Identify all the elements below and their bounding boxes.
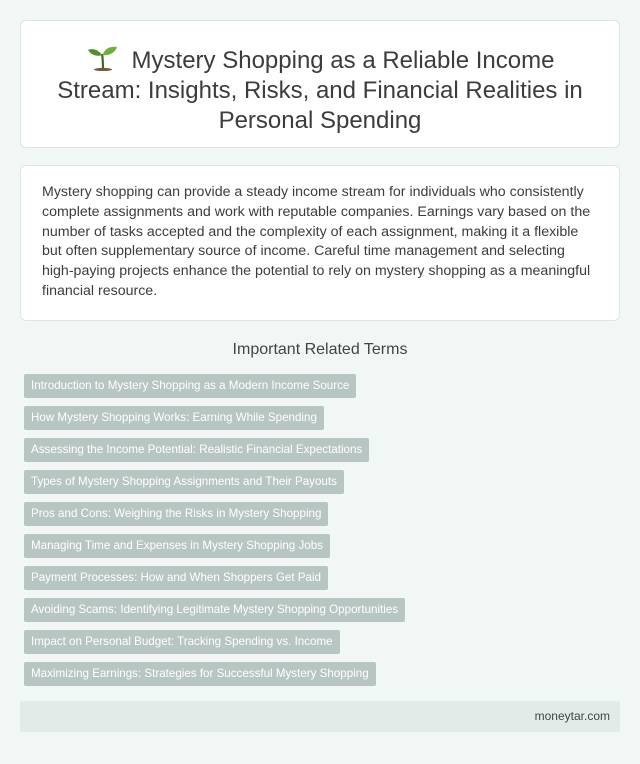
page-title-text: Mystery Shopping as a Reliable Income Stream: Insights, Risks, and Financial Realities in Personal Spending [57, 47, 583, 134]
related-term-tag[interactable]: Impact on Personal Budget: Tracking Spending vs. Income [24, 630, 340, 654]
footer-bar [20, 701, 620, 732]
related-terms-heading: Important Related Terms [232, 341, 408, 358]
description-text: Mystery shopping can provide a steady income stream for individuals who consistently complete assignments and work with reputable companies. Earnings vary based on the number of tasks accepted and the complexity of each assignment, making it a flexible but often supplementary source of income. Careful time management and selecting high-paying projects enhance the potential to rely on mystery shopping as a meaningful financial resource. [42, 184, 591, 299]
sprout-icon [86, 45, 120, 71]
related-term-tag[interactable]: Payment Processes: How and When Shoppers Get Paid [24, 566, 328, 590]
related-term-tag[interactable]: How Mystery Shopping Works: Earning While Spending [24, 406, 324, 430]
related-terms-list [24, 374, 624, 694]
related-term-tag[interactable]: Avoiding Scams: Identifying Legitimate Mystery Shopping Opportunities [24, 598, 405, 622]
page-title [41, 45, 599, 136]
related-term-tag[interactable]: Introduction to Mystery Shopping as a Modern Income Source [24, 374, 356, 398]
related-term-tag[interactable]: Maximizing Earnings: Strategies for Successful Mystery Shopping [24, 662, 376, 686]
related-term-tag[interactable]: Assessing the Income Potential: Realistic Financial Expectations [24, 438, 369, 462]
description-card [20, 165, 620, 321]
related-term-tag[interactable]: Types of Mystery Shopping Assignments and Their Payouts [24, 470, 344, 494]
related-term-tag[interactable]: Managing Time and Expenses in Mystery Shopping Jobs [24, 534, 330, 558]
title-card [20, 20, 620, 148]
related-term-tag[interactable]: Pros and Cons: Weighing the Risks in Mystery Shopping [24, 502, 328, 526]
footer-site-link[interactable]: moneytar.com [534, 709, 610, 723]
